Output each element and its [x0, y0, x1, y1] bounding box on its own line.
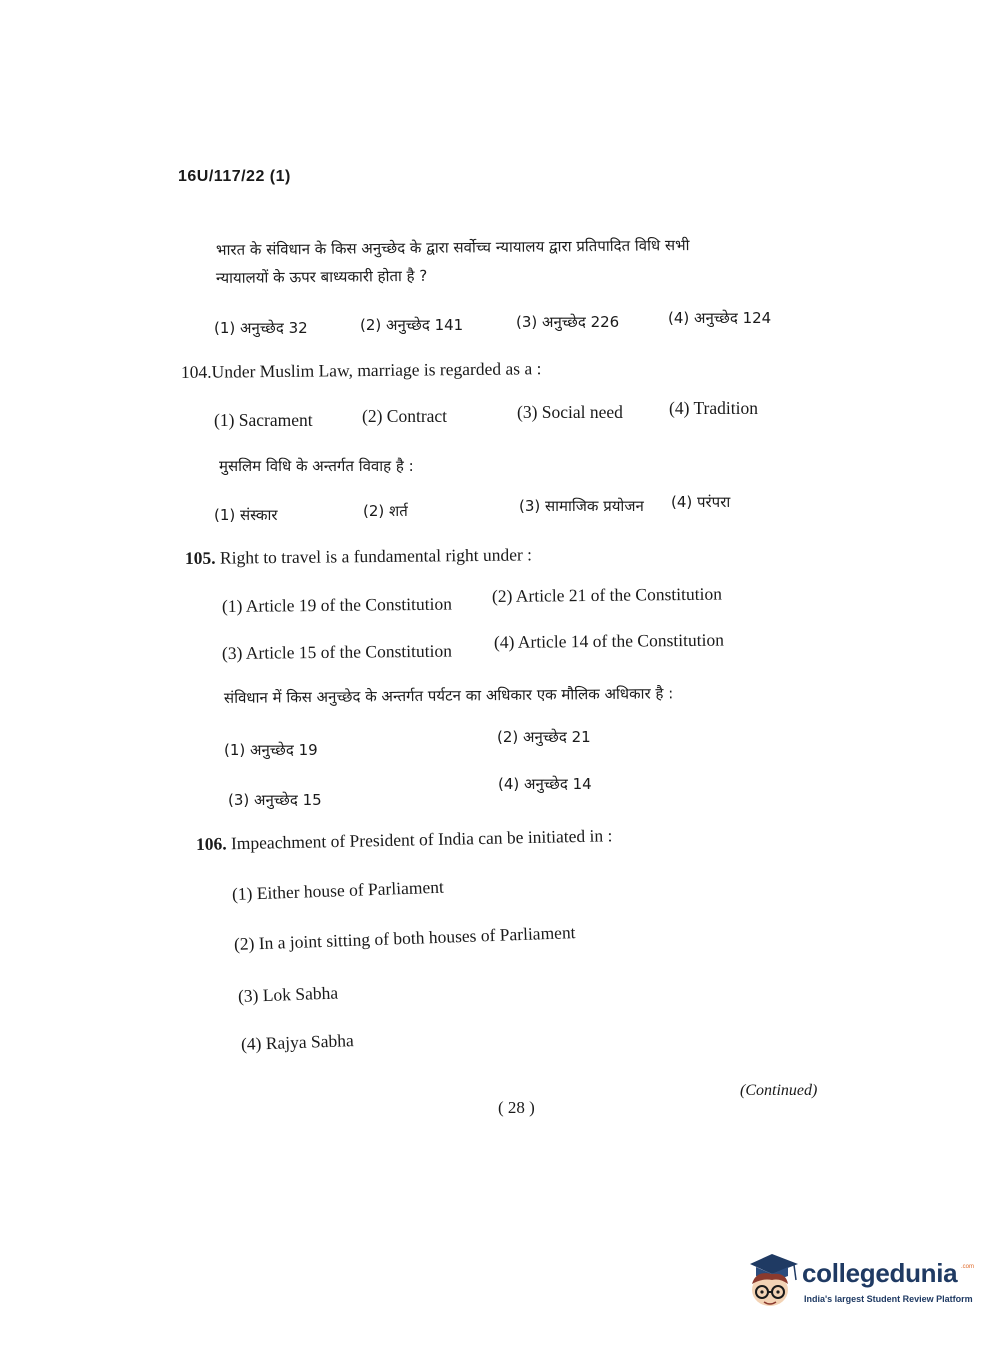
mascot-icon — [742, 1250, 800, 1312]
q104-option-3: (3) Social need — [517, 402, 623, 422]
q103-hindi-line2: न्यायालयों के ऊपर बाध्यकारी होता है ? — [215, 266, 428, 287]
q104-hindi-option-4: (4) परंपरा — [671, 493, 731, 511]
q103-hindi-option-4: (4) अनुच्छेद 124 — [668, 309, 772, 327]
q103-hindi-line1: भारत के संविधान के किस अनुच्छेद के द्वारा सर्वोच्च न्यायालय द्वारा प्रतिपादित विधि सभी — [215, 236, 690, 259]
q105-hindi-option-3: (3) अनुच्छेद 15 — [228, 791, 322, 809]
q106-option-2: (2) In a joint sitting of both houses of Parliament — [233, 922, 576, 954]
q104-number: 104. — [180, 361, 212, 382]
q105-hindi-option-2: (2) अनुच्छेद 21 — [497, 728, 591, 746]
q105-option-2: (2) Article 21 of the Constitution — [491, 583, 722, 606]
q103-hindi-option-1: (1) अनुच्छेद 32 — [214, 319, 308, 337]
q105-option-3: (3) Article 15 of the Constitution — [221, 640, 452, 663]
q106-question — [196, 825, 613, 855]
logo-suffix: .com — [961, 1264, 975, 1270]
q104-option-1: (1) Sacrament — [214, 410, 313, 430]
q105-hindi-option-4: (4) अनुच्छेद 14 — [498, 775, 592, 793]
q104-option-4: (4) Tradition — [669, 398, 758, 418]
q106-option-4: (4) Rajya Sabha — [240, 1030, 355, 1054]
q104-question — [181, 358, 542, 383]
q104-hindi-question: मुसलिम विधि के अन्तर्गत विवाह है : — [219, 457, 414, 475]
q105-number: 105. — [184, 547, 216, 568]
page-number: ( 28 ) — [498, 1098, 535, 1117]
q103-hindi-option-3: (3) अनुच्छेद 226 — [516, 313, 620, 331]
logo-tagline: India's largest Student Review Platform — [804, 1294, 973, 1304]
q104-text: Under Muslim Law, marriage is regarded as a : — [211, 358, 542, 382]
collegedunia-logo — [742, 1250, 975, 1320]
q103-hindi-option-2: (2) अनुच्छेद 141 — [360, 316, 464, 334]
q105-option-4: (4) Article 14 of the Constitution — [493, 629, 724, 652]
q105-hindi-option-1: (1) अनुच्छेद 19 — [224, 741, 318, 759]
q104-hindi-option-1: (1) संस्कार — [214, 506, 278, 524]
continued-note: (Continued) — [740, 1082, 818, 1099]
logo-wordmark: collegedunia — [802, 1258, 958, 1288]
q106-option-1: (1) Either house of Parliament — [231, 876, 445, 904]
q104-hindi-option-3: (3) सामाजिक प्रयोजन — [519, 497, 644, 515]
q104-hindi-option-2: (2) शर्त — [363, 502, 408, 520]
q105-hindi-question: संविधान में किस अनुच्छेद के अन्तर्गत पर्यटन का अधिकार एक मौलिक अधिकार है : — [223, 684, 674, 707]
q106-option-3: (3) Lok Sabha — [237, 982, 339, 1006]
q104-option-2: (2) Contract — [362, 406, 448, 426]
q105-question — [185, 544, 532, 569]
q105-text: Right to travel is a fundamental right under : — [219, 544, 533, 568]
q105-option-1: (1) Article 19 of the Constitution — [221, 593, 452, 616]
q106-text: Impeachment of President of India can be initiated in : — [230, 825, 613, 854]
q106-number: 106. — [195, 833, 227, 854]
paper-code: 16U/117/22 (1) — [178, 168, 291, 185]
